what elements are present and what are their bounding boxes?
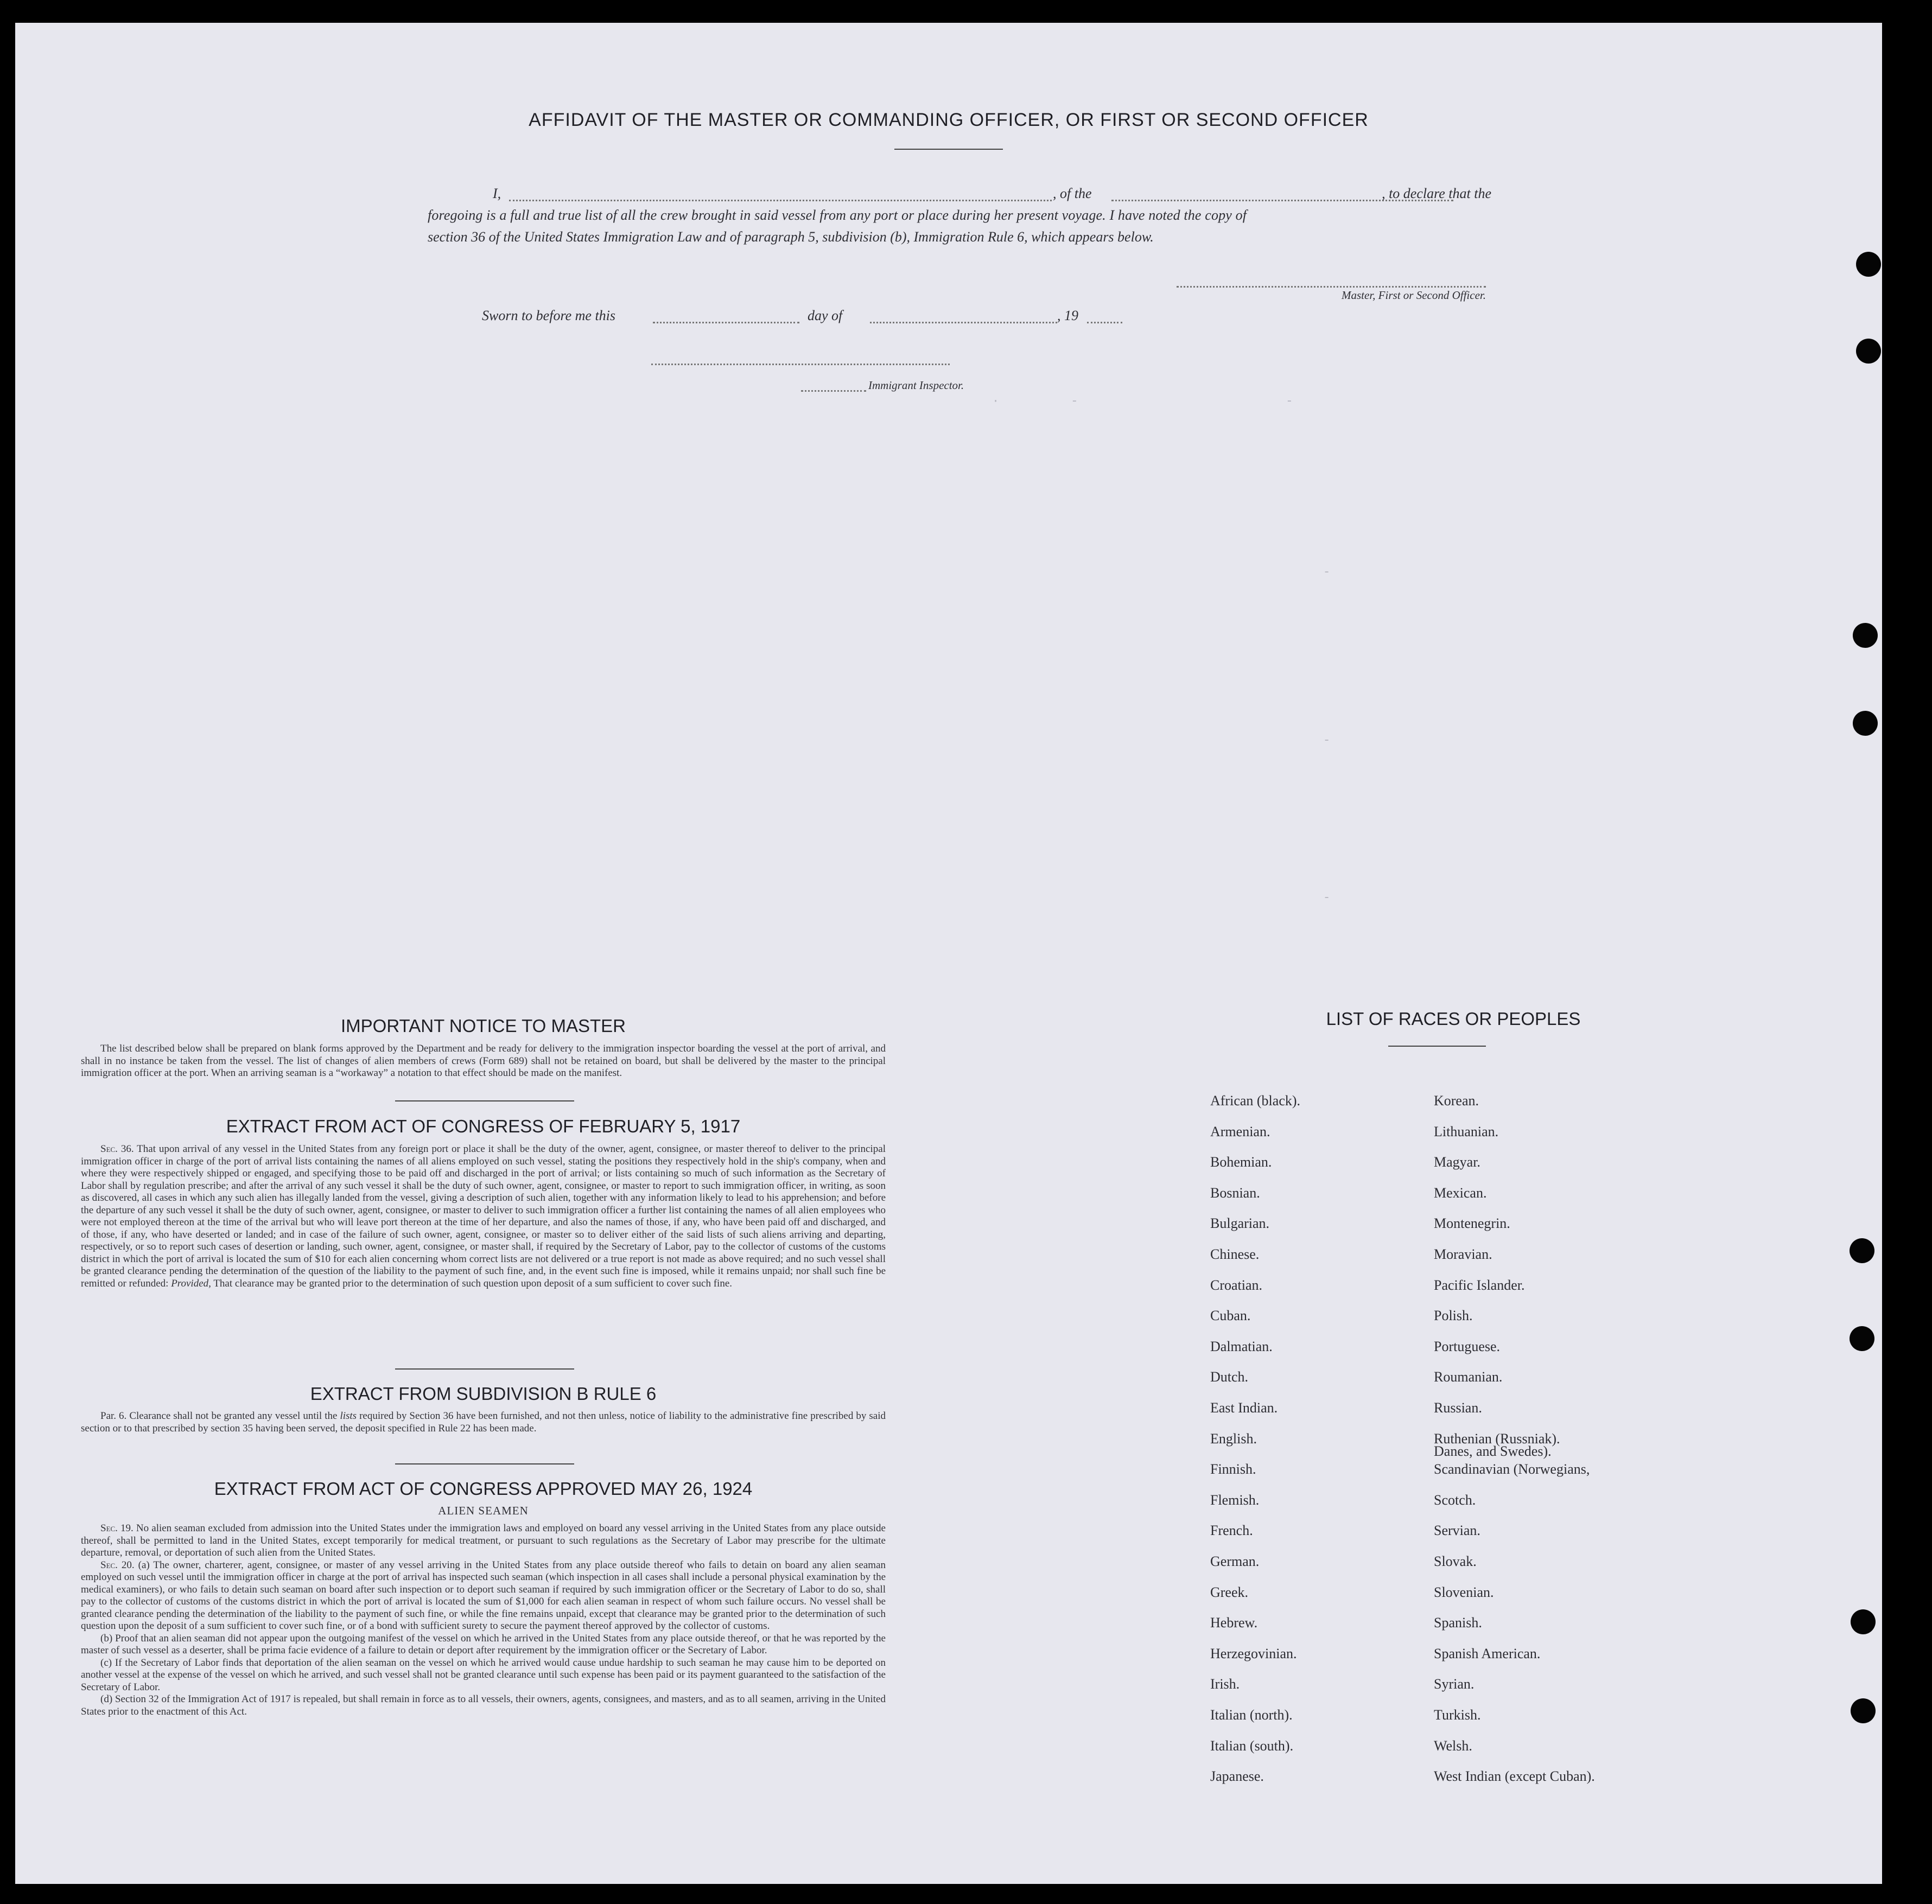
race-item: Hebrew.: [1210, 1615, 1258, 1631]
race-item: Bohemian.: [1210, 1154, 1272, 1170]
rule6-text-end: required by Section 36 have been furnished, and not then unless, notice of liability to the administrative fine prescribed by said section or to that prescribed by section 35 having been served, the deposit specified in Rule 22 has been made.: [81, 1410, 886, 1434]
punch-hole: [1850, 1326, 1874, 1351]
race-item: African (black).: [1210, 1093, 1301, 1109]
act1924-sec20c-text: (c) If the Secretary of Labor finds that deportation of the alien seaman on the vessel on which he arrived would cause undue hardship to such seaman he may cause him to be deported on another vessel at the expense of the vessel on which he arrived, and such vessel shall not be granted clearance until such expense has been paid or its payment guaranteed to the satisfaction of the Secretary of Labor.: [81, 1657, 886, 1693]
act1917-section-label: Sec. 36.: [100, 1143, 134, 1155]
rule6-divider: [395, 1463, 574, 1464]
affidavit-declare-label: , to declare that the: [1382, 186, 1491, 201]
punch-hole: [1853, 623, 1878, 648]
race-item: Chinese.: [1210, 1246, 1260, 1262]
act1917-text: That upon arrival of any vessel in the United States from any foreign port or place it shall be the duty of the owner, agent, consignee, or master thereof to deliver to the principal immigration officer in charge of the port of arrival lists containing the names of all aliens employed on such vessel, stating the positions they respectively hold in the ship's company, when and where they were respectively shipped or engaged, and specifying those to be paid off and discharged in the port of arrival; or lists containing so much of such information as the Secretary of Labor shall by regulation prescribe; and after the arrival of any such vessel it shall be the duty of such owner, agent, consignee, or master to report to such immigration officer, in writing, as soon as discovered, all cases in which any such alien has illegally landed from the vessel, giving a description of such alien, together with any information likely to lead to his apprehension; and before the departure of any such vessel it shall be the duty of such owner, agent, consignee, or master to deliver to such immigration officer a further list containing the names of all alien employees who were not employed thereon at the time of the arrival but who will leave port thereon at the time of her departure, and also the names of those, if any, who have been paid off and discharged, and of those, if any, who have deserted or landed; and in case of the failure of such owner, agent, consignee, or master so to deliver either of the said lists of such aliens arriving and departing, respectively, or so to report such cases of desertion or landing, such owner, agent, consignee, or master shall, if required by the Secretary of Labor, pay to the collector of customs of the customs district in which the port of arrival is located the sum of $10 for each alien concerning whom correct lists are not delivered or a true report is not made as above required; and no such vessel shall be granted clearance pending the determination of the question of the liability to the payment of such fine, and, in the event such fine is imposed, while it remains unpaid; nor shall such fine be remitted or refunded:: [81, 1143, 886, 1289]
race-item: Ruthenian (Russniak).: [1434, 1430, 1560, 1447]
affidavit-i-label: I,: [493, 186, 501, 201]
affidavit-title-underline: [894, 149, 1003, 150]
act1924-sec20a-text: (a) The owner, charterer, agent, consignee, or master of any vessel arriving in the United States from any place outside thereof who fails to detain on board any alien seaman employed on such vessel until the immigration officer in charge at the port of arrival has inspected such seaman (which inspection in all cases shall include a personal physical examination by the medical examiners), or who fails to detain such seaman on board after such inspection or to deport such seaman if required by such immigration officer or the Secretary of Labor to do so, shall pay to the collector of customs of the customs district in which the port of arrival is located the sum of $1,000 for each alien seaman in respect of whom such failure occurs. No vessel shall be granted clearance pending the determination of the liability to the payment of such fine, or while the fine remains unpaid, except that clearance may be granted prior to the determination of such question upon the deposit of a sum sufficient to cover such fine, or of a bond with sufficient surety to secure the payment thereof approved by the collector of customs.: [81, 1559, 886, 1632]
inspector-prefix-dots: [801, 390, 866, 392]
act1917-divider: [395, 1368, 574, 1370]
races-title: LIST OF RACES OR PEOPLES: [1326, 1009, 1581, 1029]
inspector-signature-field[interactable]: [651, 364, 950, 365]
act1924-title: EXTRACT FROM ACT OF CONGRESS APPROVED MAY 26, 1924: [214, 1479, 753, 1499]
race-item: Greek.: [1210, 1584, 1249, 1600]
document-page: [15, 23, 1882, 1884]
rule6-body: [81, 1410, 886, 1435]
master-signature-field[interactable]: [1177, 286, 1486, 288]
race-item: Herzegovinian.: [1210, 1645, 1297, 1661]
sworn-year-field[interactable]: [1087, 322, 1122, 323]
race-item: Japanese.: [1210, 1768, 1264, 1785]
sworn-line: [482, 308, 1133, 326]
act1924-subtitle: ALIEN SEAMEN: [438, 1504, 529, 1517]
act1917-title: EXTRACT FROM ACT OF CONGRESS OF FEBRUARY 5, 1917: [226, 1116, 741, 1136]
race-item: German.: [1210, 1553, 1260, 1569]
race-item: Syrian.: [1434, 1676, 1475, 1692]
sworn-day-of-label: day of: [808, 308, 843, 323]
affidavit-line-3: section 36 of the United States Immigration Law and of paragraph 5, subdivision (b), Immigration Rule 6, which appears below.: [428, 229, 1154, 245]
race-item: Slovak.: [1434, 1553, 1477, 1569]
race-item: East Indian.: [1210, 1400, 1278, 1416]
bleed-through-marks: -: [1323, 734, 1331, 747]
race-item: Servian.: [1434, 1523, 1480, 1539]
race-item: Montenegrin.: [1434, 1215, 1510, 1232]
affidavit-line-2: foregoing is a full and true list of all the crew brought in said vessel from any port or place during her present voyage. I have noted the copy of: [428, 207, 1247, 223]
bleed-through-marks: · - -: [992, 394, 1293, 408]
race-item: Irish.: [1210, 1676, 1240, 1692]
sworn-month-field[interactable]: [870, 322, 1057, 323]
rule6-text-start: Par. 6. Clearance shall not be granted any vessel until the: [100, 1410, 338, 1422]
inspector-label: Immigrant Inspector.: [868, 379, 964, 392]
sworn-day-field[interactable]: [653, 322, 799, 323]
race-item: Scandinavian (Norwegians,: [1434, 1461, 1590, 1478]
race-item: Cuban.: [1210, 1308, 1251, 1324]
sworn-year-label: , 19: [1057, 308, 1078, 323]
punch-hole: [1856, 252, 1881, 277]
races-title-underline: [1388, 1046, 1486, 1047]
act1924-body: [81, 1523, 886, 1718]
race-scandinavian-continued: Danes, and Swedes).: [1434, 1443, 1552, 1459]
race-item: Slovenian.: [1434, 1584, 1494, 1600]
race-item: English.: [1210, 1430, 1257, 1447]
act1924-sec20-label: Sec. 20.: [100, 1559, 135, 1571]
master-signature-label: Master, First or Second Officer.: [1342, 289, 1486, 302]
race-item: Spanish American.: [1434, 1645, 1541, 1661]
notice-paragraph: The list described below shall be prepared on blank forms approved by the Department and be ready for delivery to the immigration inspector boarding the vessel at the port of arrival, and shall in no instance be taken from the vessel. The list of changes of alien members of crews (Form 689) shall not be retained on board, but shall be delivered by the master to the principal immigration officer at the port. When an arriving seaman is a “workaway” a notation to that effect should be made on the manifest.: [81, 1043, 886, 1079]
race-item: Welsh.: [1434, 1737, 1472, 1754]
punch-hole: [1853, 711, 1878, 736]
race-item: Portuguese.: [1434, 1338, 1501, 1354]
race-item: Bulgarian.: [1210, 1215, 1270, 1232]
race-item: West Indian (except Cuban).: [1434, 1768, 1595, 1785]
rule6-title: EXTRACT FROM SUBDIVISION B RULE 6: [310, 1384, 657, 1404]
sworn-label: Sworn to before me this: [482, 308, 616, 323]
affidavit-title: AFFIDAVIT OF THE MASTER OR COMMANDING OFFICER, OR FIRST OR SECOND OFFICER: [529, 110, 1369, 130]
race-item: Croatian.: [1210, 1277, 1263, 1293]
act1917-provided: Provided,: [171, 1277, 211, 1289]
race-item: Armenian.: [1210, 1123, 1270, 1139]
act1924-sec19-text: No alien seaman excluded from admission into the United States under the immigration laws and employed on board any vessel arriving in the United States from any place outside thereof, shall be permitted to land in the United States, except temporarily for medical treatment, or pursuant to such regulations as the Secretary of Labor may prescribe for the ultimate departure, removal, or deportation of such alien from the United States.: [81, 1523, 886, 1558]
race-item: Flemish.: [1210, 1492, 1260, 1508]
race-item: Pacific Islander.: [1434, 1277, 1525, 1293]
race-item: Italian (south).: [1210, 1737, 1294, 1754]
rule6-lists-word: lists: [340, 1410, 357, 1422]
punch-hole: [1850, 1238, 1874, 1263]
punch-hole: [1851, 1698, 1876, 1723]
race-item: Moravian.: [1434, 1246, 1492, 1262]
notice-title: IMPORTANT NOTICE TO MASTER: [340, 1016, 626, 1036]
master-name-field[interactable]: [509, 200, 1052, 201]
race-item: Magyar.: [1434, 1154, 1480, 1170]
race-item: Bosnian.: [1210, 1185, 1260, 1201]
act1924-sec20d-text: (d) Section 32 of the Immigration Act of 1917 is repealed, but shall remain in force as to all vessels, their owners, agents, consignees, and masters, and as to all seamen, arriving in the United States prior to the enactment of this Act.: [81, 1693, 886, 1717]
act1917-body: [81, 1143, 886, 1290]
race-item: Lithuanian.: [1434, 1123, 1499, 1139]
race-item: Dutch.: [1210, 1369, 1249, 1385]
act1924-sec20b-text: (b) Proof that an alien seaman did not appear upon the outgoing manifest of the vessel on which he arrived in the United States from any place outside thereof, or that he was reported by the master of such vessel as a deserter, shall be prima facie evidence of a failure to detain or deport after requirement by the immigration officer or the Secretary of Labor.: [81, 1632, 886, 1656]
affidavit-line-1: [428, 186, 1491, 204]
notice-body: [81, 1043, 886, 1080]
punch-hole: [1856, 339, 1881, 364]
race-item: Italian (north).: [1210, 1707, 1293, 1723]
race-item: Korean.: [1434, 1093, 1479, 1109]
punch-hole: [1851, 1609, 1876, 1634]
race-item: Roumanian.: [1434, 1369, 1503, 1385]
notice-divider: [395, 1100, 574, 1101]
bleed-through-marks: -: [1323, 565, 1331, 579]
race-item: Russian.: [1434, 1400, 1482, 1416]
race-item: Turkish.: [1434, 1707, 1481, 1723]
race-item: Scotch.: [1434, 1492, 1476, 1508]
race-item: Spanish.: [1434, 1615, 1482, 1631]
race-item: Dalmatian.: [1210, 1338, 1273, 1354]
race-item: Finnish.: [1210, 1461, 1256, 1478]
act1924-sec19-label: Sec. 19.: [100, 1523, 134, 1534]
bleed-through-marks: -: [1323, 891, 1331, 905]
act1917-text-end: That clearance may be granted prior to the determination of such question upon deposit of a sum sufficient to cover such fine.: [213, 1277, 732, 1289]
race-item: Polish.: [1434, 1308, 1473, 1324]
race-item: French.: [1210, 1523, 1253, 1539]
race-item: Mexican.: [1434, 1185, 1487, 1201]
affidavit-of-the-label: , of the: [1053, 186, 1092, 201]
